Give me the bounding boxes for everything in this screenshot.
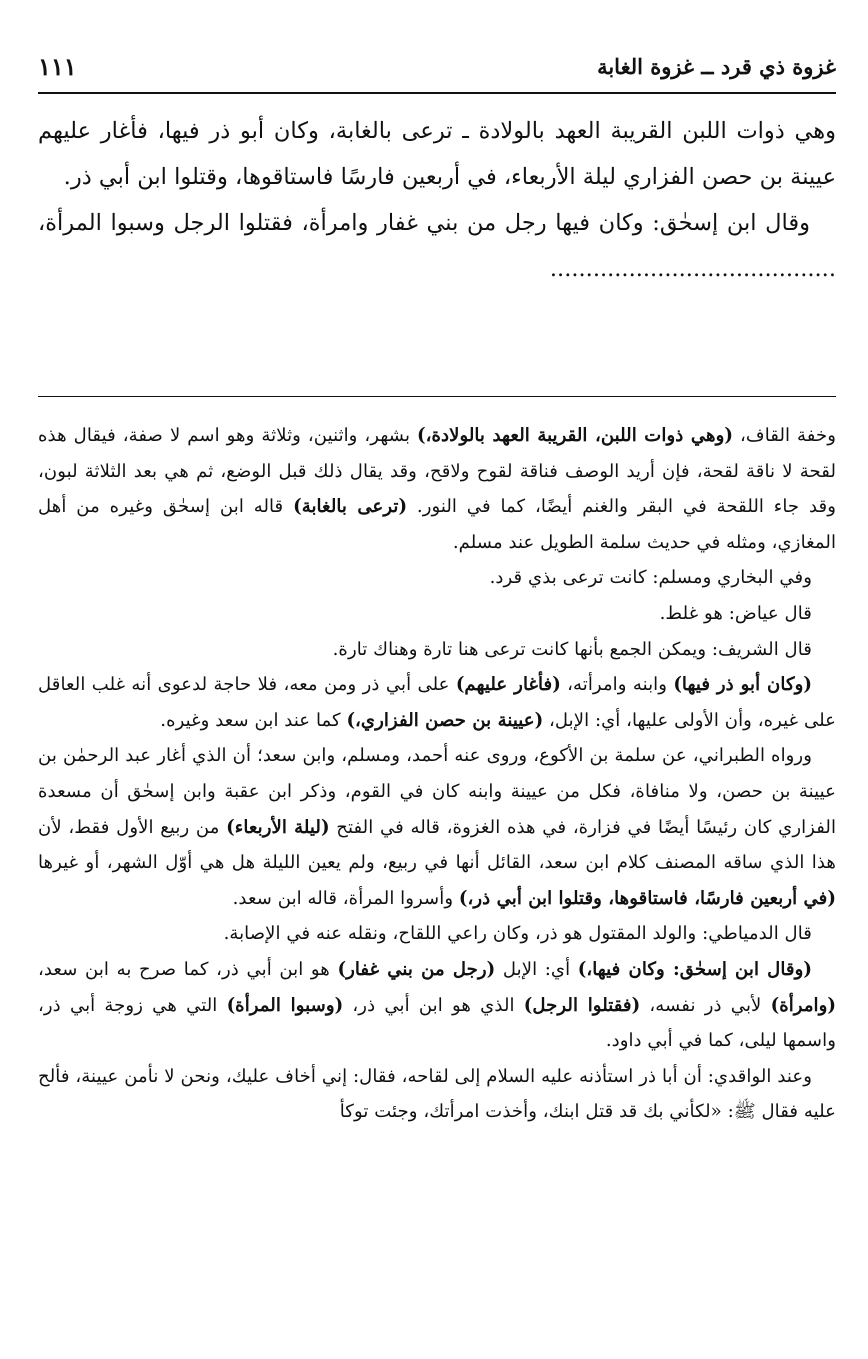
commentary-segment: بشهر، واثنين، وثلاثة وهو اسم لا صفة، فيقال هذه لقحة لا ناقة لقحة، فإن أريد الوصف فناقة لقوح ولاقح، وقد يقال ذلك قبل الوضع، ثم هي بعد الثلاثة لبون، وقد جاء اللقحة في البقر والغنم أيضًا، كما في النور.	[38, 425, 836, 518]
commentary-paragraph: وفي البخاري ومسلم: كانت ترعى بذي قرد.	[489, 567, 812, 589]
commentary-segment: الذي هو ابن أبي ذر،	[343, 994, 524, 1016]
quoted-phrase: (وهي ذوات اللبن، القريبة العهد بالولادة،)	[416, 425, 734, 446]
footnote-separator	[38, 396, 836, 397]
commentary-paragraph	[38, 667, 836, 738]
quoted-phrase: (وقال ابن إسحٰق: وكان فيها،)	[577, 958, 812, 980]
commentary-segment: قاله ابن إسحٰق وغيره من أهل المغازي، ومثله في حديث سلمة الطويل عند مسلم.	[38, 496, 836, 553]
commentary-segment: على أبي ذر ومن معه، فلا حاجة لدعوى أنه غلب العاقل على غيره، وأن الأولى عليها، أي: الإبل،	[38, 674, 836, 731]
commentary-segment: وأسروا المرأة، قاله ابن سعد.	[232, 887, 459, 909]
commentary-segment: وابنه وامرأته،	[560, 674, 674, 696]
commentary-paragraph	[38, 738, 836, 916]
commentary-segment: من ربيع الأول فقط، لأن هذا الذي ساقه المصنف كلام ابن سعد، القائل أنها في ربيع، ولم يعين الليلة هل هي أوّل الشهر، أو غيرها	[38, 816, 836, 874]
commentary-segment: ورواه الطبراني، عن سلمة بن الأكوع، وروى عنه أحمد، ومسلم، وابن سعد؛ أن الذي أغار عبد الرحمٰن بن عيينة بن حصن، ولا منافاة، فكل من عيينة وابنه كان في القوم، وذكر ابن عقبة وابن إسحٰق أن مسعدة الفزاري كان رئيسًا أيضًا في فزارة، في هذه الغزوة، قاله في الفتح	[38, 745, 837, 838]
commentary-paragraph: قال عياض: هو غلط.	[659, 602, 812, 624]
commentary-paragraph	[38, 418, 836, 560]
page-number: ١١١	[38, 51, 77, 81]
running-title: غزوة ذي قرد ــ غزوة الغابة	[597, 53, 836, 79]
main-paragraph: وهي ذوات اللبن القريبة العهد بالولادة ـ ترعى بالغابة، وكان أبو ذر فيها، فأغار عليهم عيينة بن حصن الفزاري ليلة الأربعاء، في أربعين فارسًا فاستاقوها، وقتلوا ابن أبي ذر.	[38, 118, 836, 190]
quoted-phrase: (فقتلوا الرجل)	[523, 994, 641, 1016]
commentary-segment: التي هي زوجة أبي ذر، واسمها ليلى، كما في أبي داود.	[38, 994, 836, 1052]
commentary-segment: كما عند ابن سعد وغيره.	[160, 709, 347, 731]
commentary-segment: أي: الإبل	[495, 958, 578, 980]
commentary-segment: وخفة القاف،	[733, 425, 836, 446]
commentary-segment: لأبي ذر نفسه،	[640, 994, 771, 1016]
quoted-phrase: (ليلة الأربعاء)	[226, 816, 330, 838]
quoted-phrase: (وكان أبو ذر فيها)	[673, 674, 812, 696]
page-header	[38, 40, 836, 94]
commentary-paragraph: وعند الواقدي: أن أبا ذر استأذنه عليه السلام إلى لقاحه، فقال: إني أخاف عليك، ونحن لا نأمن عيينة، فألح عليه فقال ﷺ: «لكأني بك قد قتل ابنك، وأخذت امرأتك، وجئت توكأ	[38, 1065, 836, 1123]
quoted-phrase: (وسبوا المرأة)	[226, 994, 344, 1016]
main-text	[38, 108, 836, 292]
quoted-phrase: (وامرأة)	[770, 994, 836, 1016]
commentary-text	[38, 418, 836, 1130]
commentary-paragraph	[38, 952, 836, 1059]
commentary-paragraph: قال الشريف: ويمكن الجمع بأنها كانت ترعى هنا تارة وهناك تارة.	[332, 638, 812, 660]
book-page	[38, 40, 836, 1340]
main-paragraph: وقال ابن إسحٰق: وكان فيها رجل من بني غفار وامرأة، فقتلوا الرجل وسبوا المرأة، ........................................	[38, 210, 836, 282]
commentary-paragraph: قال الدمياطي: والولد المقتول هو ذر، وكان راعي اللقاح، ونقله عنه في الإصابة.	[223, 923, 812, 945]
quoted-phrase: (رجل من بني غفار)	[337, 958, 496, 980]
quoted-phrase: (عيينة بن حصن الفزاري،)	[346, 709, 544, 731]
quoted-phrase: (في أربعين فارسًا، فاستاقوها، وقتلوا ابن أبي ذر،)	[458, 887, 836, 909]
quoted-phrase: (ترعى بالغابة)	[293, 496, 408, 518]
quoted-phrase: (فأغار عليهم)	[455, 674, 561, 696]
commentary-segment: هو ابن أبي ذر، كما صرح به ابن سعد،	[38, 958, 338, 980]
